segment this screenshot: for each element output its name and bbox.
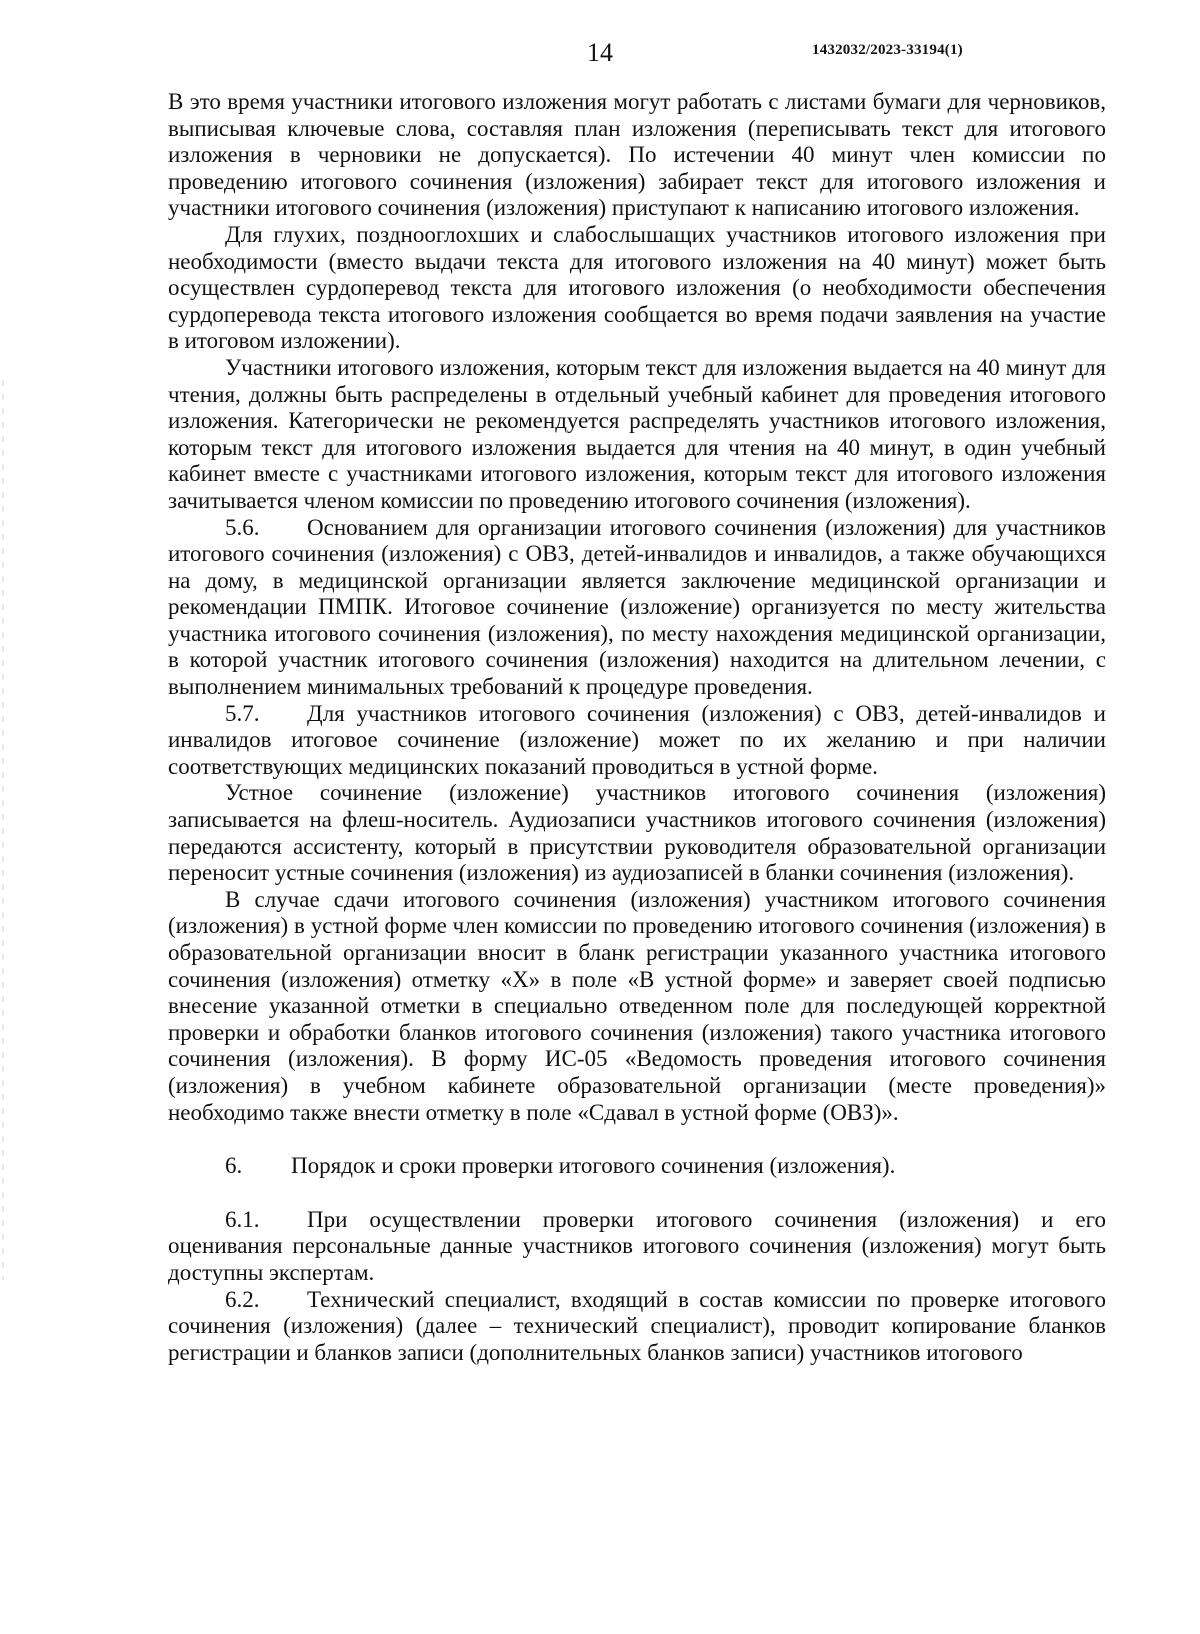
clause-text: При осуществлении проверки итогового сочинения (изложения) и его оценивания персональные данные участников итогового сочинения (изложения) могут быть доступны экспертам. — [168, 1206, 1106, 1285]
paragraph: Для глухих, позднооглохших и слабослышащих участников итогового изложения при необходимости (вместо выдачи текста для итогового изложения на 40 минут) может быть осуществлен сурдоперевод текста для итогового изложения (о необходимости обеспечения сурдоперевода текста итогового изложения сообщается во время подачи заявления на участие в итоговом изложении). — [168, 221, 1106, 354]
clause-number: 6.1. — [225, 1206, 260, 1232]
clause-text: Основанием для организации итогового сочинения (изложения) для участников итогового сочинения (изложения) с ОВЗ, детей-инвалидов и инвалидов, а также обучающихся на дому, в медицинской организации является заключение медицинской организации и рекомендации ПМПК. Итоговое сочинение (изложение) организуется по месту жительства участника итогового сочинения (изложения), по месту нахождения медицинской организации, в которой участник итогового сочинения (изложения) находится на длительном лечении, с выполнением минимальных требований к процедуре проведения. — [168, 514, 1106, 700]
section-title: Порядок и сроки проверки итогового сочинения (изложения). — [291, 1153, 896, 1179]
clause-number: 5.7. — [225, 700, 260, 726]
paragraph: Устное сочинение (изложение) участников итогового сочинения (изложения) записывается на флеш-носитель. Аудиозаписи участников итогового сочинения (изложения) передаются ассистенту, который в присутствии руководителя образовательной организации переносит устные сочинения (изложения) из аудиозаписей в бланки сочинения (изложения). — [168, 780, 1106, 886]
numbered-paragraph-5-7 — [168, 701, 1106, 781]
paragraph: Участники итогового изложения, которым текст для изложения выдается на 40 минут для чтения, должны быть распределены в отдельный учебный кабинет для проведения итогового изложения. Категорически не рекомендуется распределять участников итогового изложения, которым текст для итогового изложения выдается для чтения на 40 минут, в один учебный кабинет вместе с участниками итогового изложения, которым текст для итогового изложения зачитывается членом комиссии по проведению итогового сочинения (изложения). — [168, 354, 1106, 513]
section-heading — [168, 1153, 1106, 1180]
numbered-paragraph-6-1 — [168, 1207, 1106, 1287]
paragraph: В случае сдачи итогового сочинения (изложения) участником итогового сочинения (изложения) в устной форме член комиссии по проведению итогового сочинения (изложения) в образовательной организации вносит в бланк регистрации указанного участника итогового сочинения (изложения) отметку «Х» в поле «В устной форме» и заверяет своей подписью внесение указанной отметки в специально отведенном поле для последующей корректной проверки и обработки бланков итогового сочинения (изложения) такого участника итогового сочинения (изложения). В форму ИС-05 «Ведомость проведения итогового сочинения (изложения) в учебном кабинете образовательной организации (месте проведения)» необходимо также внести отметку в поле «Сдавал в устной форме (ОВЗ)». — [168, 886, 1106, 1125]
paragraph: В это время участники итогового изложения могут работать с листами бумаги для черновиков, выписывая ключевые слова, составляя план изложения (переписывать текст для итогового изложения в черновики не допускается). По истечении 40 минут член комиссии по проведению итогового сочинения (изложения) забирает текст для итогового изложения и участники итогового сочинения (изложения) приступают к написанию итогового изложения. — [168, 89, 1106, 221]
clause-number: 6.2. — [225, 1286, 260, 1312]
scan-edge-artifact — [2, 380, 4, 1280]
numbered-paragraph-5-6 — [168, 515, 1106, 701]
clause-number: 5.6. — [225, 514, 260, 540]
clause-text: Для участников итогового сочинения (изложения) с ОВЗ, детей-инвалидов и инвалидов итоговое сочинение (изложение) может по их желанию и при наличии соответствующих медицинских показаний проводиться в устной форме. — [168, 700, 1106, 779]
document-id: 1432032/2023-33194(1) — [812, 42, 963, 58]
section-number: 6. — [225, 1153, 243, 1179]
page-number: 14 — [587, 38, 613, 67]
numbered-paragraph-6-2 — [168, 1287, 1106, 1367]
clause-text: Технический специалист, входящий в состав комиссии по проверке итогового сочинения (изложения) (далее – технический специалист), проводит копирование бланков регистрации и бланков записи (дополнительных бланков записи) участников итогового — [168, 1286, 1106, 1365]
document-body — [168, 89, 1106, 1366]
